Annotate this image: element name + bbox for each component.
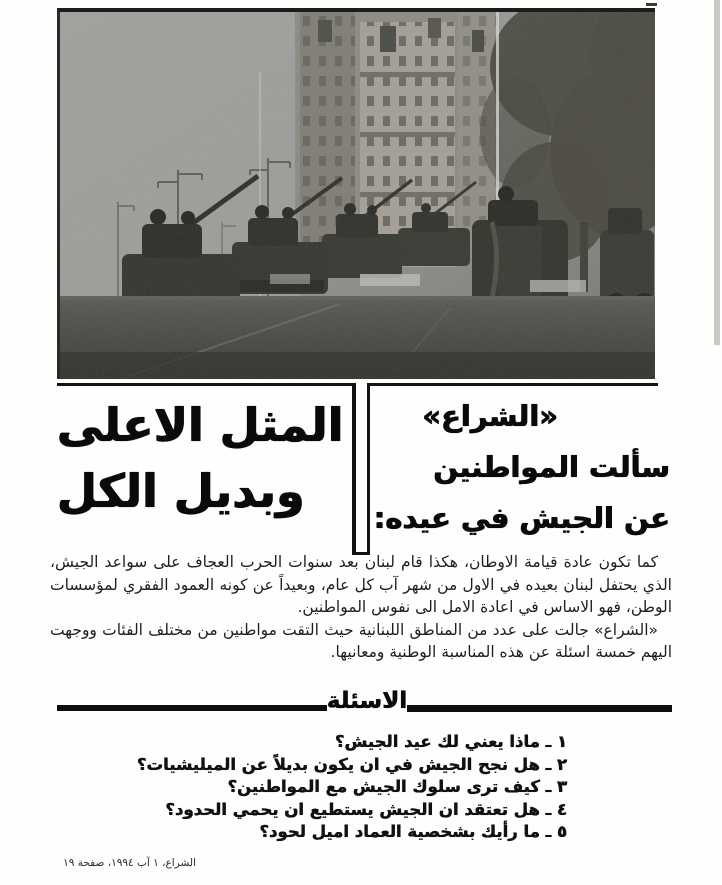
header-rule-left	[57, 705, 327, 711]
question-item-2: ٢ ـ هل نجح الجيش في ان يكون بديلاً عن الميليشيات؟	[136, 754, 567, 774]
intro-paragraph-2: «الشراع» جالت على عدد من المناطق اللبنانية حيث التقت مواطنين من مختلف الفئات ووجهت اليهم خمسة اسئلة عن هذه المناسبة الوطنية ومعانيها.	[50, 620, 672, 661]
question-item-4: ٤ ـ هل تعتقد ان الجيش يستطيع ان يحمي الحدود؟	[165, 799, 567, 819]
headline-line-1: المثل الاعلى	[57, 398, 344, 452]
intro-paragraph-1: كما تكون عادة قيامة الاوطان، هكذا قام لبنان بعد سنوات الحرب العجاف على سواعد الجيش، الذي يحتفل لبنان بعيده في الاول من شهر آب كل عام، وبعيداً عن كونه العمود الفقري لمؤسسات الوطن، فهو الاساس في اعادة الامل الى نفوس المواطنين.	[50, 553, 672, 616]
question-item-1: ١ ـ ماذا يعني لك عيد الجيش؟	[334, 732, 567, 751]
headline-line-2: وبديل الكل	[57, 464, 305, 518]
kicker-line-3: عن الجيش في عيده:	[373, 501, 670, 535]
questions-header	[57, 686, 672, 714]
army-parade-photo	[57, 8, 655, 379]
corner-tick-mark	[646, 3, 657, 6]
headline-divider	[352, 383, 370, 555]
kicker-line-1: «الشراع»	[422, 399, 558, 433]
question-item-3: ٣ ـ كيف ترى سلوك الجيش مع المواطنين؟	[227, 777, 567, 796]
footer-citation: الشراع، ١ آب ١٩٩٤، صفحة ١٩	[63, 857, 196, 869]
questions-title: الاسئلة	[326, 688, 407, 714]
main-headline	[57, 392, 347, 524]
question-item-5: ٥ ـ ما رأيك بشخصية العماد اميل لحود؟	[259, 822, 567, 841]
kicker-line-2: سألت المواطنين	[433, 450, 670, 484]
header-rule-right	[407, 705, 672, 712]
intro-text	[50, 551, 672, 664]
scan-artifact	[714, 0, 720, 345]
army-parade-photo-art	[60, 12, 655, 379]
grain-overlay	[60, 12, 655, 379]
kicker	[373, 391, 670, 544]
questions-list	[136, 731, 567, 844]
